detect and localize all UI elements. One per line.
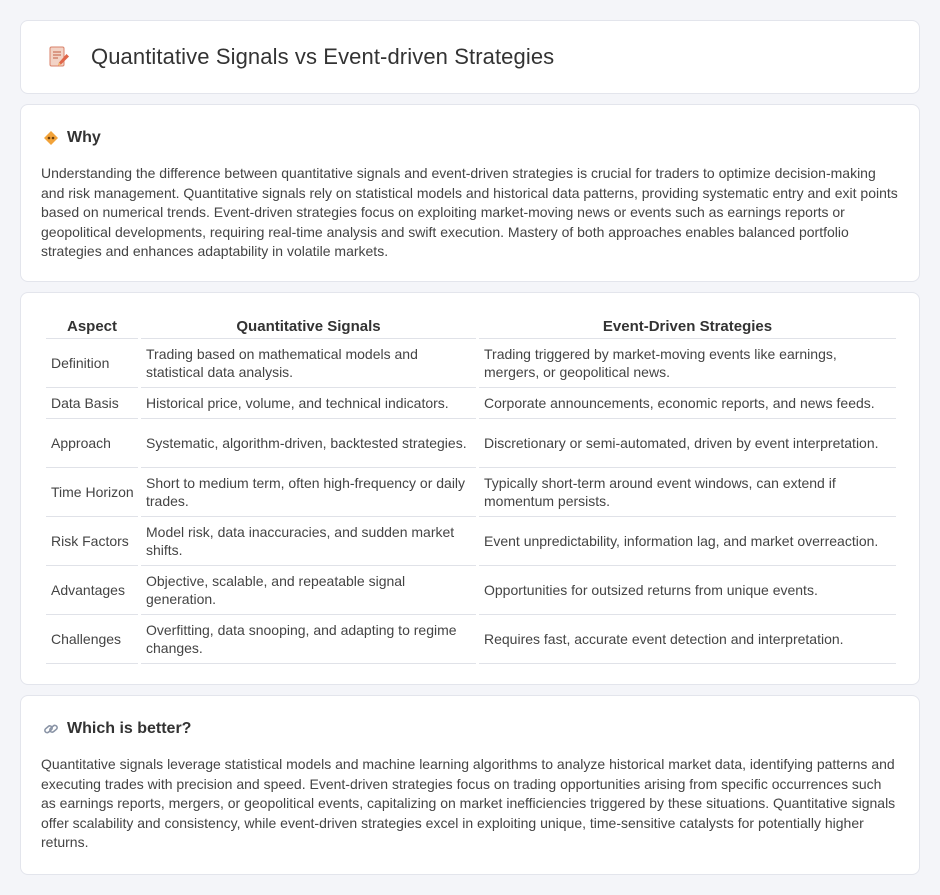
event-driven-cell: Corporate announcements, economic reports, and news feeds. <box>479 388 896 419</box>
document-edit-icon <box>47 45 71 69</box>
why-section <box>20 104 920 282</box>
table-row <box>46 566 896 615</box>
aspect-cell: Definition <box>46 339 138 388</box>
link-icon <box>43 721 59 737</box>
aspect-cell: Data Basis <box>46 388 138 419</box>
event-driven-cell: Trading triggered by market-moving events like earnings, mergers, or geopolitical news. <box>479 339 896 388</box>
quantitative-cell: Model risk, data inaccuracies, and sudden market shifts. <box>141 517 476 566</box>
better-heading: Which is better? <box>67 720 192 737</box>
quantitative-cell: Trading based on mathematical models and statistical data analysis. <box>141 339 476 388</box>
event-driven-cell: Discretionary or semi-automated, driven by event interpretation. <box>479 419 896 468</box>
table-row <box>46 339 896 388</box>
quantitative-cell: Overfitting, data snooping, and adapting to regime changes. <box>141 615 476 664</box>
header-quantitative: Quantitative Signals <box>141 317 476 339</box>
table-row <box>46 388 896 419</box>
quantitative-cell: Historical price, volume, and technical indicators. <box>141 388 476 419</box>
why-heading: Why <box>67 129 101 146</box>
table-row <box>46 615 896 664</box>
better-text: Quantitative signals leverage statistical models and machine learning algorithms to analyze historical market data, identifying patterns and executing trades with precision and speed. Event-driven strategies focus on trading opportunities arising from specific occurrences such as earnings reports, mergers, or geopolitical events, capitalizing on market inefficiencies triggered by these situations. Quantitative signals offer scalability and consistency, while event-driven strategies excel in exploiting unique, time-sensitive catalysts for potentially higher returns. <box>41 756 896 851</box>
why-text: Understanding the difference between quantitative signals and event-driven strategies is crucial for traders to optimize decision-making and risk management. Quantitative signals rely on statistical models and historical data patterns, providing systematic entry and exit points based on numerical trends. Event-driven strategies focus on exploiting market-moving news or events such as earnings reports or geopolitical developments, requiring real-time analysis and swift execution. Mastery of both approaches enables balanced portfolio strategies and enhances adaptability in volatile markets. <box>41 165 898 260</box>
title-card <box>20 20 920 94</box>
quantitative-cell: Systematic, algorithm-driven, backtested strategies. <box>141 419 476 468</box>
aspect-cell: Time Horizon <box>46 468 138 517</box>
table-row <box>46 468 896 517</box>
which-is-better-section <box>20 695 920 875</box>
comparison-table <box>43 317 899 664</box>
event-driven-cell: Event unpredictability, information lag, and market overreaction. <box>479 517 896 566</box>
table-row <box>46 419 896 468</box>
event-driven-cell: Opportunities for outsized returns from unique events. <box>479 566 896 615</box>
event-driven-cell: Typically short-term around event windows, can extend if momentum persists. <box>479 468 896 517</box>
tag-icon <box>43 130 59 146</box>
table-header-row <box>46 317 896 339</box>
table-row <box>46 517 896 566</box>
event-driven-cell: Requires fast, accurate event detection and interpretation. <box>479 615 896 664</box>
aspect-cell: Challenges <box>46 615 138 664</box>
header-aspect: Aspect <box>46 317 138 339</box>
header-event-driven: Event-Driven Strategies <box>479 317 896 339</box>
aspect-cell: Advantages <box>46 566 138 615</box>
comparison-card <box>20 292 920 685</box>
page-title: Quantitative Signals vs Event-driven Strategies <box>91 44 555 69</box>
quantitative-cell: Objective, scalable, and repeatable signal generation. <box>141 566 476 615</box>
aspect-cell: Risk Factors <box>46 517 138 566</box>
aspect-cell: Approach <box>46 419 138 468</box>
quantitative-cell: Short to medium term, often high-frequency or daily trades. <box>141 468 476 517</box>
